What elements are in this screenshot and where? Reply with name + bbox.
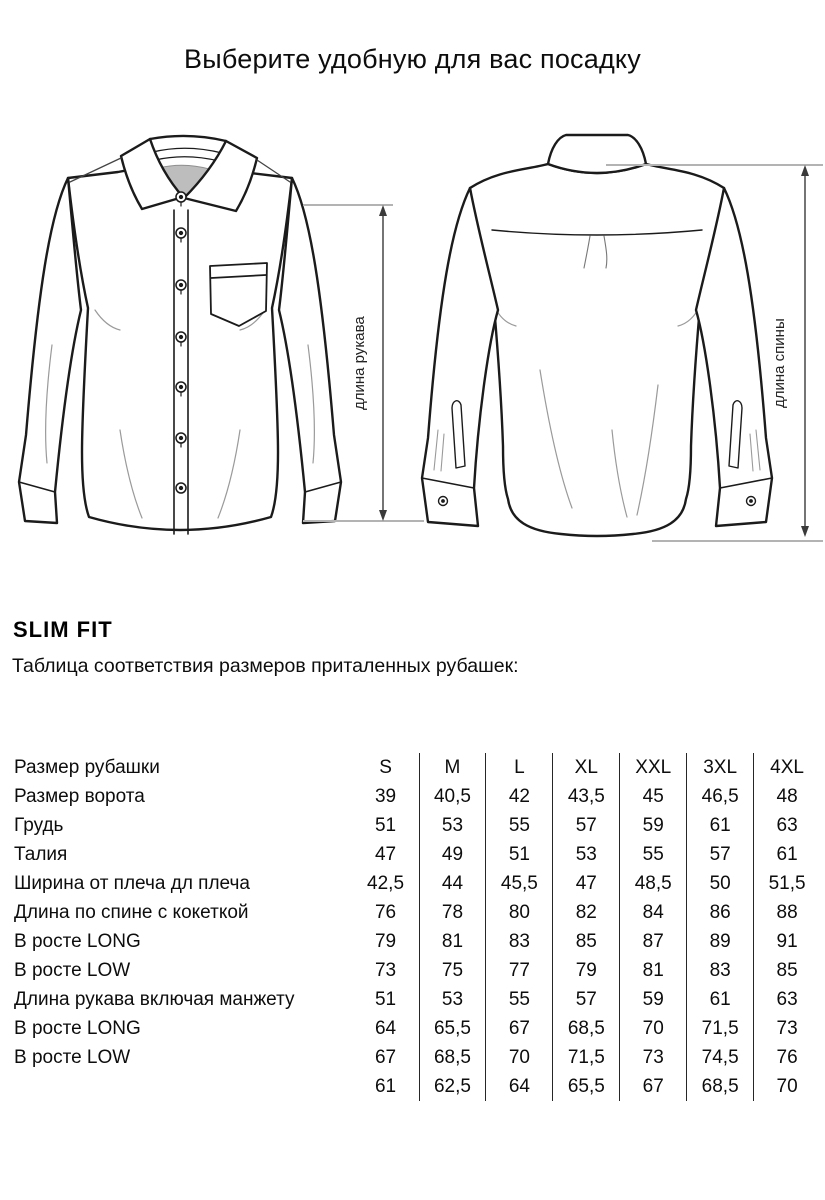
row-label: В росте LONG bbox=[14, 930, 141, 952]
size-value: 70 bbox=[485, 1043, 552, 1072]
table-header-row bbox=[14, 753, 820, 782]
back-shirt-illustration bbox=[422, 135, 772, 536]
size-value: 40,5 bbox=[419, 782, 486, 811]
size-value: 45 bbox=[619, 782, 686, 811]
size-value: 47 bbox=[552, 869, 619, 898]
size-value: 51 bbox=[374, 814, 397, 836]
row-label: Ширина от плеча дл плеча bbox=[14, 872, 250, 894]
size-value: 74,5 bbox=[686, 1043, 753, 1072]
table-row bbox=[14, 927, 820, 956]
size-value: 91 bbox=[753, 927, 820, 956]
table-row bbox=[14, 869, 820, 898]
size-value: 65,5 bbox=[552, 1072, 619, 1101]
size-value: 39 bbox=[374, 785, 397, 807]
size-value: 46,5 bbox=[686, 782, 753, 811]
size-table bbox=[14, 753, 820, 1101]
back-collar-stand bbox=[548, 135, 646, 173]
size-value: 88 bbox=[753, 898, 820, 927]
front-shirt-illustration bbox=[19, 136, 341, 534]
size-value: 55 bbox=[619, 840, 686, 869]
size-value: 62,5 bbox=[419, 1072, 486, 1101]
size-value: 55 bbox=[485, 811, 552, 840]
row-label: В росте LOW bbox=[14, 959, 131, 981]
size-value: 71,5 bbox=[686, 1014, 753, 1043]
size-value: 53 bbox=[419, 811, 486, 840]
size-value: 61 bbox=[686, 985, 753, 1014]
size-col-header: S bbox=[379, 756, 392, 778]
size-value: 83 bbox=[686, 956, 753, 985]
size-value: 45,5 bbox=[485, 869, 552, 898]
size-value: 53 bbox=[552, 840, 619, 869]
row-label: Длина по спине с кокеткой bbox=[14, 901, 249, 923]
section-subtitle: Таблица соответствия размеров приталенных рубашек: bbox=[12, 655, 519, 677]
size-value: 65,5 bbox=[419, 1014, 486, 1043]
size-value: 53 bbox=[419, 985, 486, 1014]
table-row bbox=[14, 898, 820, 927]
size-value: 70 bbox=[753, 1072, 820, 1101]
size-value: 61 bbox=[686, 811, 753, 840]
size-value: 79 bbox=[374, 930, 397, 952]
table-row bbox=[14, 811, 820, 840]
sleeve-length-label: длина рукава bbox=[351, 316, 368, 410]
size-value: 48,5 bbox=[619, 869, 686, 898]
size-value: 89 bbox=[686, 927, 753, 956]
size-value: 63 bbox=[753, 985, 820, 1014]
table-row bbox=[14, 1072, 820, 1101]
size-value: 73 bbox=[374, 959, 397, 981]
size-value: 81 bbox=[419, 927, 486, 956]
row-label bbox=[14, 1072, 353, 1101]
size-value: 50 bbox=[686, 869, 753, 898]
size-value: 73 bbox=[619, 1043, 686, 1072]
size-value: 68,5 bbox=[552, 1014, 619, 1043]
size-value: 42 bbox=[485, 782, 552, 811]
size-value: 47 bbox=[374, 843, 397, 865]
row-label: Талия bbox=[14, 843, 68, 865]
table-row bbox=[14, 1043, 820, 1072]
row-label: Длина рукава включая манжету bbox=[14, 988, 295, 1010]
table-row bbox=[14, 985, 820, 1014]
size-value: 51 bbox=[374, 988, 397, 1010]
size-value: 67 bbox=[374, 1046, 397, 1068]
size-value: 64 bbox=[485, 1072, 552, 1101]
back-length-label: длина спины bbox=[771, 318, 788, 408]
size-value: 77 bbox=[485, 956, 552, 985]
size-col-header: 4XL bbox=[753, 753, 820, 782]
table-row bbox=[14, 782, 820, 811]
size-value: 67 bbox=[619, 1072, 686, 1101]
size-value: 78 bbox=[419, 898, 486, 927]
size-value: 80 bbox=[485, 898, 552, 927]
front-left-sleeve bbox=[19, 178, 81, 523]
size-value: 61 bbox=[753, 840, 820, 869]
table-header-label: Размер рубашки bbox=[14, 756, 160, 778]
size-value: 57 bbox=[686, 840, 753, 869]
row-label: В росте LONG bbox=[14, 1017, 141, 1039]
size-value: 68,5 bbox=[419, 1043, 486, 1072]
size-col-header: 3XL bbox=[686, 753, 753, 782]
table-row bbox=[14, 840, 820, 869]
size-value: 42,5 bbox=[367, 872, 405, 894]
size-value: 86 bbox=[686, 898, 753, 927]
size-value: 51,5 bbox=[753, 869, 820, 898]
size-col-header: XXL bbox=[619, 753, 686, 782]
size-value: 84 bbox=[619, 898, 686, 927]
size-value: 57 bbox=[552, 985, 619, 1014]
size-value: 75 bbox=[419, 956, 486, 985]
size-value: 85 bbox=[552, 927, 619, 956]
size-value: 76 bbox=[753, 1043, 820, 1072]
size-value: 43,5 bbox=[552, 782, 619, 811]
size-value: 44 bbox=[419, 869, 486, 898]
size-value: 63 bbox=[753, 811, 820, 840]
size-value: 51 bbox=[485, 840, 552, 869]
size-col-header: XL bbox=[552, 753, 619, 782]
back-body bbox=[470, 164, 724, 536]
size-value: 87 bbox=[619, 927, 686, 956]
size-value: 82 bbox=[552, 898, 619, 927]
page-title: Выберите удобную для вас посадку bbox=[184, 44, 641, 74]
row-label: Грудь bbox=[14, 814, 64, 836]
size-value: 70 bbox=[619, 1014, 686, 1043]
size-value: 76 bbox=[374, 901, 397, 923]
table-row bbox=[14, 1014, 820, 1043]
size-value: 85 bbox=[753, 956, 820, 985]
row-label: Размер ворота bbox=[14, 785, 145, 807]
size-value: 49 bbox=[419, 840, 486, 869]
size-value: 83 bbox=[485, 927, 552, 956]
size-col-header: M bbox=[419, 753, 486, 782]
size-value: 79 bbox=[552, 956, 619, 985]
size-value: 68,5 bbox=[686, 1072, 753, 1101]
table-row bbox=[14, 956, 820, 985]
shirt-measurement-diagram bbox=[0, 130, 825, 560]
size-value: 57 bbox=[552, 811, 619, 840]
size-value: 67 bbox=[485, 1014, 552, 1043]
size-value: 81 bbox=[619, 956, 686, 985]
row-label: В росте LOW bbox=[14, 1046, 131, 1068]
front-right-sleeve bbox=[279, 178, 341, 523]
size-value: 64 bbox=[374, 1017, 397, 1039]
size-value: 48 bbox=[753, 782, 820, 811]
size-col-header: L bbox=[485, 753, 552, 782]
size-value: 71,5 bbox=[552, 1043, 619, 1072]
size-value: 55 bbox=[485, 985, 552, 1014]
size-value: 59 bbox=[619, 811, 686, 840]
size-value: 73 bbox=[753, 1014, 820, 1043]
size-value: 59 bbox=[619, 985, 686, 1014]
size-value: 61 bbox=[374, 1075, 397, 1097]
section-heading: SLIM FIT bbox=[13, 617, 113, 642]
front-body bbox=[68, 166, 292, 530]
